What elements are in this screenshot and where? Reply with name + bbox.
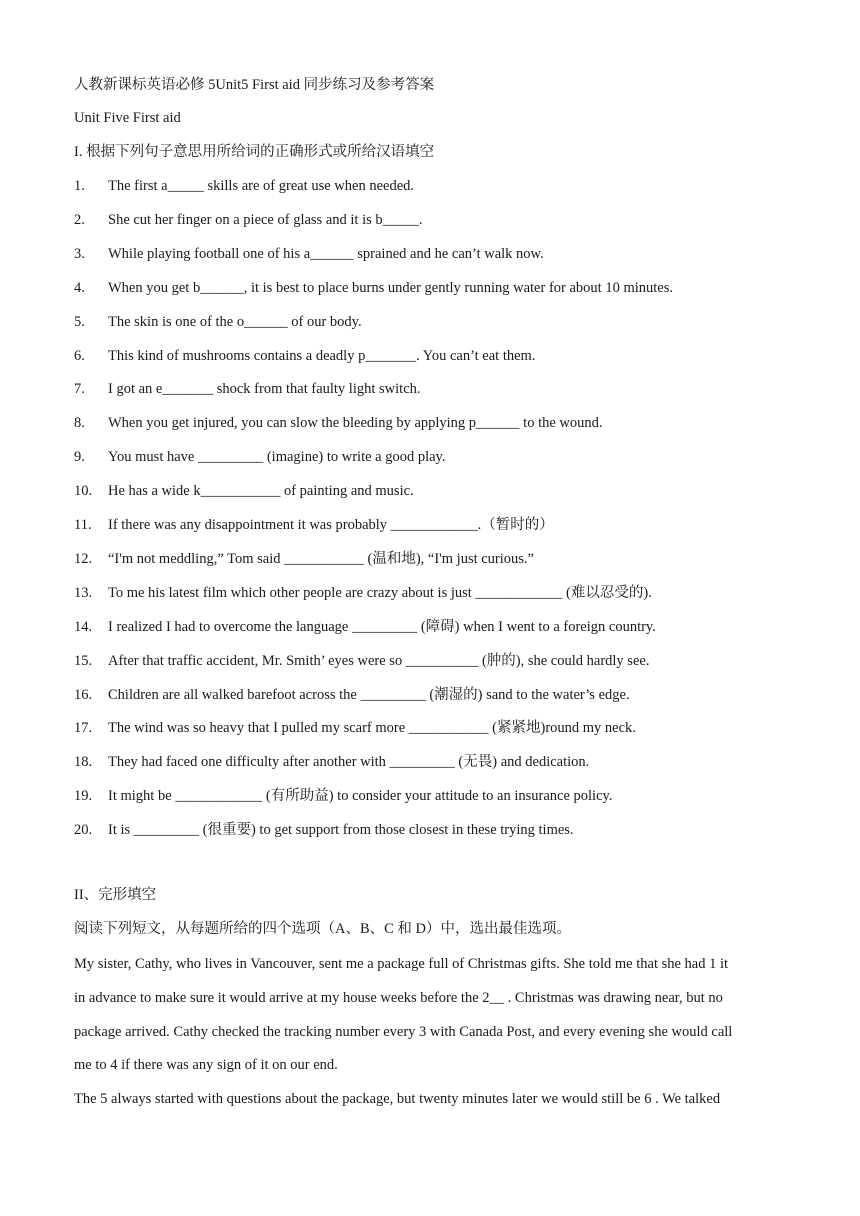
passage-line: me to 4 if there was any sign of it on our end.: [74, 1057, 338, 1074]
unit-heading: Unit Five First aid: [74, 110, 181, 126]
item-number: 7.: [74, 381, 85, 398]
item-number: 10.: [74, 483, 93, 500]
section2-instruction: 阅读下列短文，从每题所给的四个选项（A、B、C 和 D）中，选出最佳选项。: [74, 921, 572, 937]
item-number: 8.: [74, 415, 85, 432]
item-text: I realized I had to overcome the language _________ (障碍) when I went to a foreign country.: [108, 618, 656, 635]
item-number: 11.: [74, 517, 92, 533]
item-number: 9.: [74, 449, 85, 466]
item-text: Children are all walked barefoot across the _________ (潮湿的) sand to the water’s edge.: [108, 686, 630, 703]
item-text: I got an e_______ shock from that faulty light switch.: [108, 381, 421, 398]
item-text: To me his latest film which other people are crazy about is just ____________ (难以忍受的).: [108, 584, 652, 601]
passage-line: in advance to make sure it would arrive at my house weeks before the 2__ . Christmas was drawing near, but no: [74, 989, 723, 1006]
section1-heading: I. 根据下列句子意思用所给词的正确形式或所给汉语填空: [74, 144, 435, 160]
item-text: The wind was so heavy that I pulled my scarf more ___________ (紧紧地)round my neck.: [108, 720, 636, 737]
item-number: 6.: [74, 347, 85, 364]
item-text: “I'm not meddling,” Tom said ___________ (温和地), “I'm just curious.”: [108, 550, 534, 567]
item-text: They had faced one difficulty after another with _________ (无畏) and dedication.: [108, 754, 590, 771]
item-number: 5.: [74, 313, 85, 330]
item-text: It is _________ (很重要) to get support from those closest in these trying times.: [108, 822, 574, 839]
item-number: 13.: [74, 584, 93, 601]
item-text: The first a_____ skills are of great use when needed.: [108, 178, 415, 194]
item-text: After that traffic accident, Mr. Smith’ eyes were so __________ (肿的), she could hardly see.: [108, 652, 650, 669]
item-text: This kind of mushrooms contains a deadly p_______. You can’t eat them.: [108, 347, 536, 364]
item-number: 3.: [74, 245, 85, 262]
item-number: 4.: [74, 279, 85, 296]
item-text: While playing football one of his a______ sprained and he can’t walk now.: [108, 245, 544, 262]
passage-line: My sister, Cathy, who lives in Vancouver, sent me a package full of Christmas gifts. She told me that she had 1 it: [74, 956, 729, 972]
item-number: 1.: [74, 178, 85, 194]
item-text: She cut her finger on a piece of glass and it is b_____.: [108, 211, 423, 228]
item-number: 2.: [74, 211, 85, 228]
item-number: 19.: [74, 788, 93, 805]
item-text: You must have _________ (imagine) to write a good play.: [108, 449, 446, 466]
passage-line: package arrived. Cathy checked the tracking number every 3 with Canada Post, and every evening she would call: [74, 1023, 733, 1040]
item-text: The skin is one of the o______ of our body.: [108, 313, 362, 330]
passage-line: The 5 always started with questions about the package, but twenty minutes later we would still be 6 . We talked: [74, 1091, 721, 1108]
document-title: 人教新课标英语必修 5Unit5 First aid 同步练习及参考答案: [74, 77, 435, 93]
section2-heading: II、完形填空: [74, 887, 157, 903]
item-text: It might be ____________ (有所助益) to consider your attitude to an insurance policy.: [108, 788, 613, 805]
item-number: 18.: [74, 754, 93, 771]
item-number: 12.: [74, 550, 93, 567]
item-text: When you get injured, you can slow the bleeding by applying p______ to the wound.: [108, 415, 603, 432]
item-text: When you get b______, it is best to place burns under gently running water for about 10 minutes.: [108, 279, 673, 296]
item-number: 17.: [74, 720, 93, 737]
item-text: He has a wide k___________ of painting and music.: [108, 483, 414, 500]
item-text: If there was any disappointment it was probably ____________.（暂时的）: [108, 517, 554, 533]
item-number: 20.: [74, 822, 93, 839]
item-number: 16.: [74, 686, 93, 703]
item-number: 15.: [74, 652, 93, 669]
item-number: 14.: [74, 618, 93, 635]
